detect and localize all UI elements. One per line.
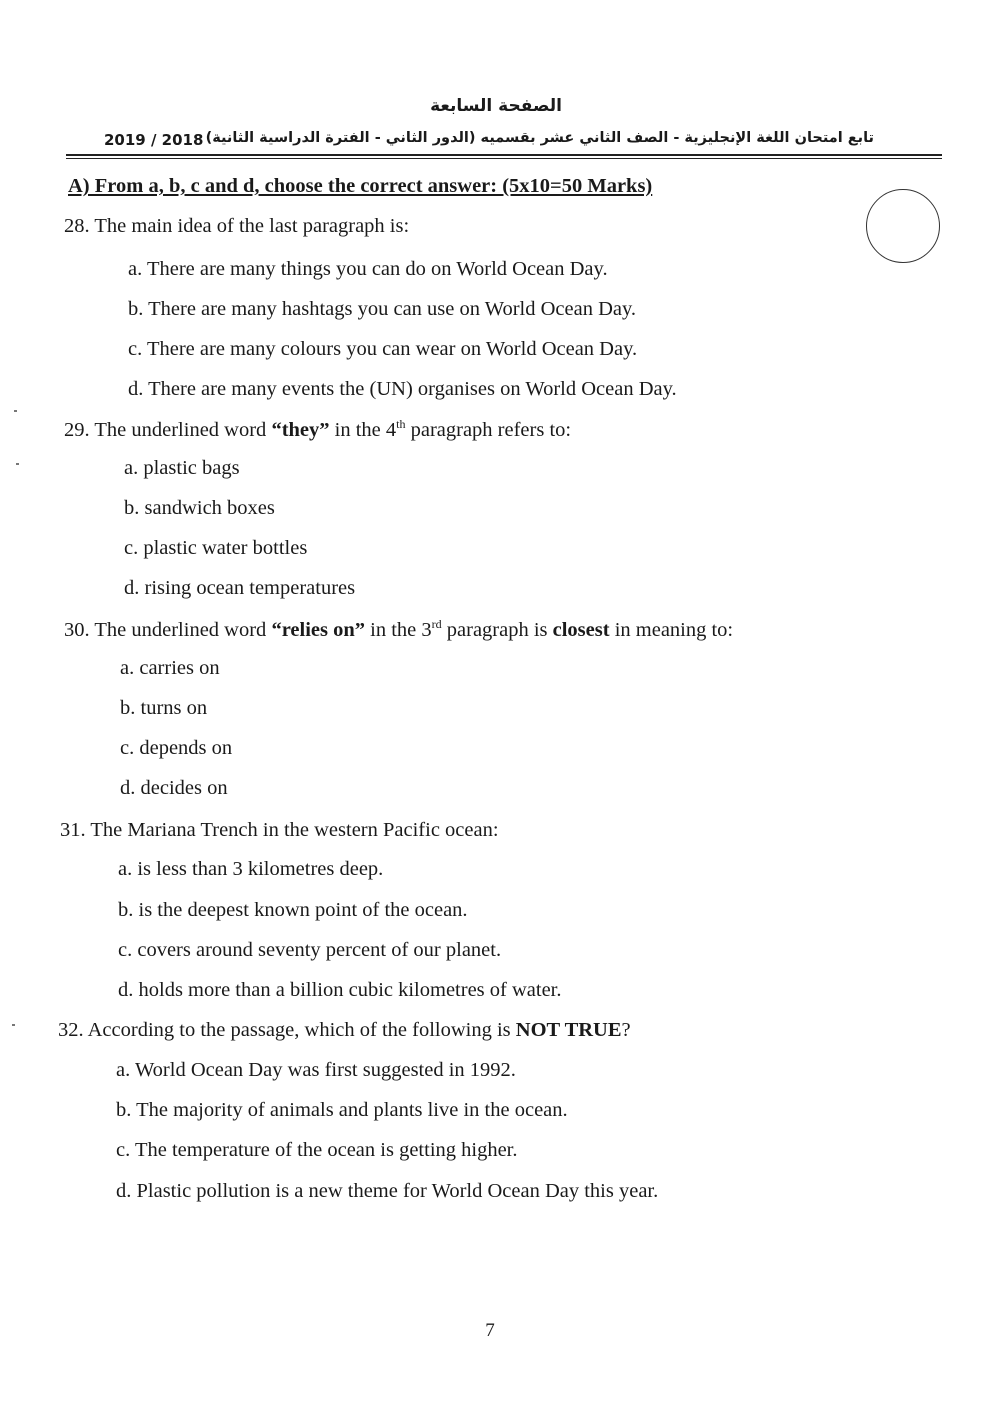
question-stem-part: in the 3 (365, 618, 432, 641)
q30-option-d[interactable]: d. decides on (120, 777, 228, 799)
emphasis-word: NOT TRUE (515, 1019, 622, 1041)
q31-option-d[interactable]: d. holds more than a billion cubic kilometres of water. (118, 979, 562, 1001)
question-number: 31. (60, 819, 86, 841)
q31-option-b[interactable]: b. is the deepest known point of the ocean. (118, 899, 468, 921)
question-stem-part: paragraph is (441, 618, 553, 641)
question-stem-part: in the 4 (329, 418, 397, 441)
question-number: 30. (64, 618, 90, 641)
q30-option-a[interactable]: a. carries on (120, 657, 220, 679)
q29-option-b[interactable]: b. sandwich boxes (124, 497, 275, 519)
q31-option-a[interactable]: a. is less than 3 kilometres deep. (118, 858, 384, 880)
scan-speck (14, 410, 17, 412)
question-stem-part: According to the passage, which of the following is (87, 1019, 516, 1041)
q29-option-c[interactable]: c. plastic water bottles (124, 537, 308, 559)
ordinal-suffix: th (396, 417, 406, 431)
q30-option-b[interactable]: b. turns on (120, 697, 208, 719)
underlined-word: “relies on” (271, 618, 366, 641)
question-number: 29. (64, 418, 90, 441)
scan-speck (16, 463, 19, 465)
q32-option-d[interactable]: d. Plastic pollution is a new theme for World Ocean Day this year. (116, 1180, 659, 1202)
academic-year: 2019 / 2018 (104, 131, 204, 149)
page-number: 7 (485, 1320, 495, 1341)
ordinal-suffix: rd (431, 617, 442, 631)
header-divider (66, 154, 942, 156)
question-stem-part: ? (621, 1019, 631, 1041)
q32-option-c[interactable]: c. The temperature of the ocean is getting higher. (116, 1139, 518, 1161)
question-stem-part: in meaning to: (609, 618, 734, 641)
question-31 (60, 819, 499, 842)
q29-option-d[interactable]: d. rising ocean temperatures (124, 577, 356, 599)
question-stem: The main idea of the last paragraph is: (94, 215, 410, 237)
q30-option-c[interactable]: c. depends on (120, 737, 233, 759)
question-stem-part: The underlined word (94, 418, 272, 441)
question-30 (64, 617, 733, 642)
question-stem-part: paragraph refers to: (405, 418, 572, 441)
q28-option-b[interactable]: b. There are many hashtags you can use on World Ocean Day. (128, 298, 637, 320)
header-divider-thin (66, 158, 942, 159)
q32-option-a[interactable]: a. World Ocean Day was first suggested in 1992. (116, 1059, 516, 1081)
q28-option-d[interactable]: d. There are many events the (UN) organises on World Ocean Day. (128, 378, 677, 400)
q32-option-b[interactable]: b. The majority of animals and plants live in the ocean. (116, 1099, 568, 1121)
question-number: 28. (64, 215, 90, 237)
q31-option-c[interactable]: c. covers around seventy percent of our planet. (118, 939, 502, 961)
section-instructions: A) From a, b, c and d, choose the correct answer: (5x10=50 Marks) (68, 175, 653, 197)
q29-option-a[interactable]: a. plastic bags (124, 457, 240, 479)
underlined-word: “they” (271, 418, 330, 441)
exam-title: تابع امتحان اللغة الإنجليزية - الصف الثاني عشر بقسميه (الدور الثاني - الفترة الدراسية الثانية) (205, 130, 874, 146)
q28-option-c[interactable]: c. There are many colours you can wear on World Ocean Day. (128, 338, 638, 360)
page-title: الصفحة السابعة (430, 96, 562, 116)
scan-speck (12, 1024, 15, 1026)
question-28 (64, 215, 409, 238)
score-circle (866, 189, 940, 263)
question-29 (64, 417, 571, 442)
q28-option-a[interactable]: a. There are many things you can do on World Ocean Day. (128, 258, 608, 280)
question-stem-part: The underlined word (94, 618, 272, 641)
question-32 (58, 1019, 631, 1042)
question-number: 32. (58, 1019, 84, 1041)
question-stem: The Mariana Trench in the western Pacific ocean: (90, 819, 499, 841)
emphasis-word: closest (552, 618, 610, 641)
